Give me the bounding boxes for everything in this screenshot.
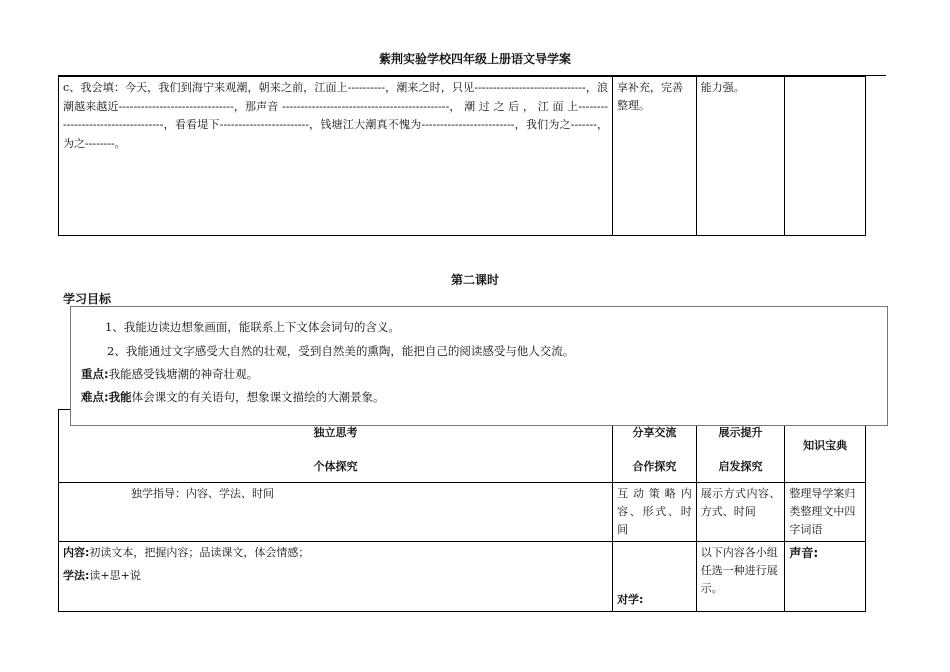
main-table [58,409,866,612]
row2-pair-study: 对学: [613,542,697,612]
share-cell: 享补充，完善整理。 [613,77,697,236]
goal-1: 1、我能边读边想象画面，能联系上下文体会词句的含义。 [105,320,400,334]
knowledge-cell [785,77,866,236]
content-label: 内容: [63,546,90,559]
col-knowledge: 知识宝典 [785,410,866,483]
col2-subheading: 合作探究 [632,460,677,473]
row2-display-note: 以下内容各小组任选一种进行展示。 [696,542,785,612]
col1-subheading: 个体探究 [313,460,358,473]
goal-2: 2、我能通过文字感受大自然的壮观，受到自然美的熏陶，能把自己的阅读感受与他人交流。 [107,344,575,358]
difficult-point-text: 体会课文的有关语句，想象课文描绘的大潮景象。 [131,390,385,404]
row2-content [59,542,613,612]
row1-display: 展示方式内容、方式、时间 [696,483,785,542]
method-label: 学法: [63,569,90,582]
lesson-title: 第二课时 [450,273,499,287]
difficult-point-bold: 我能 [108,390,132,404]
key-point [81,366,258,382]
row1-organize: 整理导学案归类整理文中四字词语 [785,483,866,542]
col3-subheading: 启发探究 [718,460,763,473]
learning-goals-box [70,306,888,426]
method-text: 读+思+说 [89,569,141,582]
difficult-point [81,389,385,405]
show-cell: 能力强。 [696,77,785,236]
fill-in-cell [59,77,613,236]
fill-in-text: c、我会填：今天，我们到海宁来观潮，朝来之前，江面上----------，潮来之时，只见------------------------------，浪潮越来越近-------------------------------，那声音 ---------------------------------------------， 潮 过 之 后 ， 江 面 上-----------------------------------，看看堤下------------------------，钱塘江大潮真不愧为-------------------------，我们为之-------，为之--------。 [63,81,609,150]
col3-heading: 展示提升 [718,426,763,439]
row2-sound: 声音: [785,542,866,612]
col2-heading: 分享交流 [632,426,677,439]
col1-heading: 独立思考 [313,426,358,439]
content-text: 初读文本，把握内容；品读课文，体会情感； [89,546,310,559]
top-table [58,76,866,236]
key-point-text: 我能感受钱塘潮的神奇壮观。 [108,367,259,381]
row1-strategy: 互动策略内容、形式、时间 [613,483,697,542]
goals-label: 学习目标 [63,292,112,306]
document-title: 紫荆实验学校四年级上册语文导学案 [378,52,571,66]
row1-guide: 独学指导：内容、学法、时间 [59,483,613,542]
difficult-point-label: 难点: [81,390,109,404]
key-point-label: 重点: [81,367,109,381]
